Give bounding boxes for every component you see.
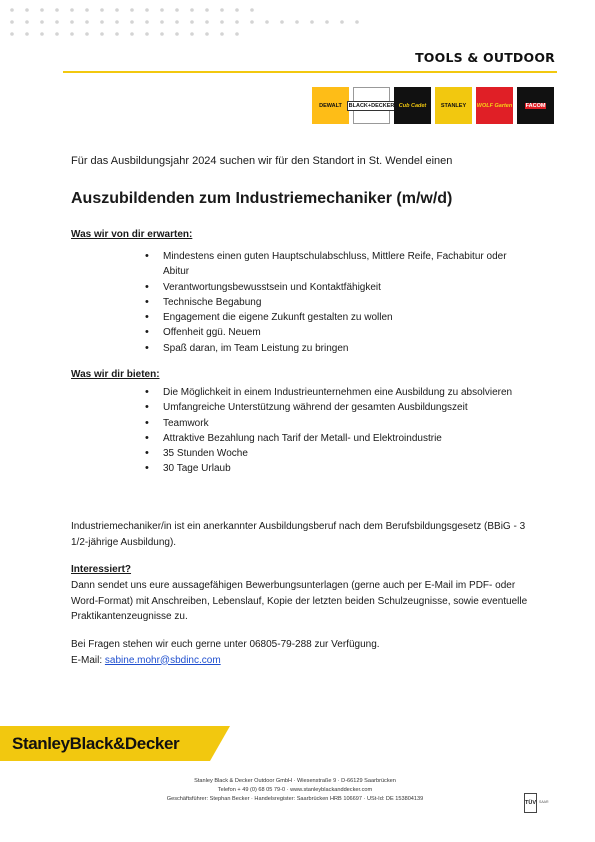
facom-logo: FACOM xyxy=(517,87,554,124)
profession-description: Industriemechaniker/in ist ein anerkannter Ausbildungsberuf nach dem Berufsbildungsgesetz (BBiG - 3 1/2-jährige Ausbildung). xyxy=(71,521,526,548)
cub-cadet-logo: Cub Cadet xyxy=(394,87,431,124)
list-item: • Verantwortungsbewusstsein und Kontaktfähigkeit xyxy=(145,280,520,295)
benefits-heading: Was wir dir bieten: xyxy=(71,369,160,380)
tuv-certification-badge xyxy=(524,793,556,813)
corporate-logo-text: StanleyBlack&Decker xyxy=(12,734,180,753)
footer-line: Telefon + 49 (0) 68 05 79-0 · www.stanleyblackanddecker.com xyxy=(217,787,373,793)
list-item: • 35 Stunden Woche xyxy=(145,446,520,461)
header-divider xyxy=(63,71,557,73)
contact-block xyxy=(71,637,531,668)
list-item: • Umfangreiche Unterstützung während der gesamten Ausbildungszeit xyxy=(145,400,520,415)
requirements-list xyxy=(145,249,520,356)
application-instructions: Dann sendet uns eure aussagefähigen Bewerbungsunterlagen (gerne auch per E-Mail im PDF- oder Word-Format) mit Anschreiben, Lebenslauf, Kopie der letzten beiden Schulzeugnisse, sowie eventuelle Praktikantenzeugnisse zu. xyxy=(71,580,528,622)
job-title: Auszubildenden zum Industriemechaniker (m/w/d) xyxy=(71,190,453,207)
dewalt-logo: DEWALT xyxy=(312,87,349,124)
tuv-seal-icon: TÜV xyxy=(524,793,537,813)
list-item: • Spaß daran, im Team Leistung zu bringen xyxy=(145,341,520,356)
email-label: E-Mail: xyxy=(71,654,105,666)
black-decker-logo: BLACK+DECKER xyxy=(353,87,390,124)
brand-logo-row xyxy=(312,87,554,124)
list-item: • Teamwork xyxy=(145,416,520,431)
list-item: • Engagement die eigene Zukunft gestalten zu wollen xyxy=(145,310,520,325)
benefits-list xyxy=(145,385,520,477)
footer-address xyxy=(90,777,500,804)
tuv-region: SAAR xyxy=(539,800,549,804)
email-link[interactable]: sabine.mohr@sbdinc.com xyxy=(104,654,221,666)
division-title: TOOLS & OUTDOOR xyxy=(415,50,555,65)
wolf-garten-logo: WOLF Garten xyxy=(476,87,513,124)
list-item: • Technische Begabung xyxy=(145,295,520,310)
interest-heading: Interessiert? xyxy=(71,564,132,575)
intro-text: Für das Ausbildungsjahr 2024 suchen wir für den Standort in St. Wendel einen xyxy=(71,155,453,167)
contact-email-line xyxy=(71,653,531,669)
list-item: • Offenheit ggü. Neuem xyxy=(145,325,520,340)
footer-line: Geschäftsführer: Stephan Becker · Handelsregister: Saarbrücken HRB 106697 · USt-Id: DE 153804139 xyxy=(166,796,424,802)
list-item: • Attraktive Bezahlung nach Tarif der Metall- und Elektroindustrie xyxy=(145,431,520,446)
footer-line: Stanley Black & Decker Outdoor GmbH · Wiesenstraße 9 · D-66129 Saarbrücken xyxy=(194,778,396,784)
list-item: • 30 Tage Urlaub xyxy=(145,461,520,476)
list-item: • Die Möglichkeit in einem Industrieunternehmen eine Ausbildung zu absolvieren xyxy=(145,385,520,400)
requirements-heading: Was wir von dir erwarten: xyxy=(71,229,193,240)
list-item: • Mindestens einen guten Hauptschulabschluss, Mittlere Reife, Fachabitur oder Abitur xyxy=(145,249,520,280)
contact-phone-text: Bei Fragen stehen wir euch gerne unter 06805-79-288 zur Verfügung. xyxy=(71,639,380,650)
decorative-dot-pattern xyxy=(0,0,400,50)
stanley-logo: STANLEY xyxy=(435,87,472,124)
